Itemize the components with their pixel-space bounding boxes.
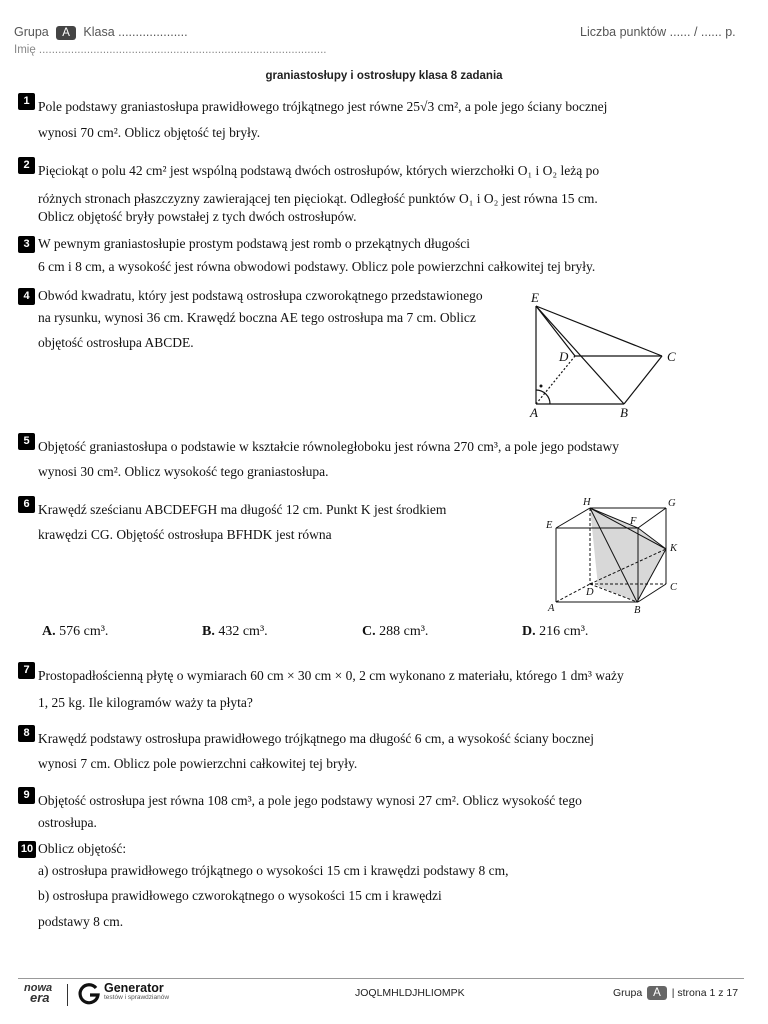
generator-g-icon	[77, 982, 101, 1006]
points-label: Liczba punktów ...... / ...... p.	[580, 25, 736, 39]
document-code: JOQLMHLDJHLIOMPK	[355, 987, 465, 999]
task-number: 3	[18, 236, 35, 253]
task-number: 10	[18, 841, 36, 858]
answer-d[interactable]	[522, 624, 588, 640]
task-text: b) ostrosłupa prawidłowego czworokątnego o wysokości 15 cm i krawędzi	[38, 888, 442, 903]
label-B: B	[634, 605, 641, 616]
grupa-label: Grupa	[14, 25, 49, 39]
task-text: 1, 25 kg. Ile kilogramów waży ta płyta?	[38, 695, 253, 710]
label-E: E	[531, 290, 539, 305]
answer-text: 216 cm³.	[539, 624, 589, 639]
generator-title: Generator	[104, 981, 164, 995]
answer-letter: B.	[202, 624, 215, 639]
answer-letter: C.	[362, 624, 376, 639]
task-text: W pewnym graniastosłupie prostym podstawą jest romb o przekątnych długości	[38, 236, 471, 251]
footer-grupa-badge: A	[647, 986, 667, 1000]
nowa-era-logo	[24, 983, 52, 1003]
label-B: B	[620, 405, 628, 420]
task-text: różnych stronach płaszczyzny zawierającej ten pięciokąt. Odległość punktów O₁ i O₂ jest równa 15 cm.	[38, 191, 598, 206]
task-number: 7	[18, 662, 35, 679]
generator-subtitle: testów i sprawdzianów	[104, 993, 170, 1001]
task-number: 5	[18, 433, 35, 450]
answer-letter: D.	[522, 624, 536, 639]
answer-text: 288 cm³.	[379, 624, 429, 639]
task-number: 4	[18, 288, 35, 305]
task-text: Pole podstawy graniastosłupa prawidłowego trójkątnego jest równe 25√3 cm², a pole jego ściany bocznej	[38, 99, 608, 114]
task-number: 8	[18, 725, 35, 742]
klasa-label: Klasa ....................	[83, 25, 188, 39]
footer-grupa-label: Grupa	[613, 987, 643, 999]
label-C: C	[667, 349, 676, 364]
answer-text: 576 cm³.	[59, 624, 109, 639]
label-A: A	[548, 603, 555, 614]
label-H: H	[583, 497, 591, 508]
answer-c[interactable]	[362, 624, 428, 640]
task-text: wynosi 70 cm². Oblicz objętość tej bryły.	[38, 125, 261, 140]
cube-figure	[540, 494, 690, 618]
task-number: 9	[18, 787, 35, 804]
task-text: Obwód kwadratu, który jest podstawą ostrosłupa czworokątnego przedstawionego	[38, 288, 483, 303]
task-text: Krawędź sześcianu ABCDEFGH ma długość 12 cm. Punkt K jest środkiem	[38, 502, 447, 517]
generator-logo	[104, 982, 169, 1001]
footer-page-info	[613, 986, 738, 1000]
label-C: C	[670, 582, 678, 593]
grupa-badge: A	[56, 26, 76, 40]
answer-text: 432 cm³.	[218, 624, 268, 639]
header-grupa	[14, 25, 188, 40]
task-text: na rysunku, wynosi 36 cm. Krawędź boczna AE tego ostrosłupa ma 7 cm. Oblicz	[38, 310, 476, 325]
task-number: 6	[18, 496, 35, 513]
logo-era: era	[30, 990, 50, 1005]
logo-nowa: nowa	[24, 982, 53, 994]
task-text: 6 cm i 8 cm, a wysokość jest równa obwodowi podstawy. Oblicz pole powierzchni całkowitej tej bryły.	[38, 259, 596, 274]
task-text: Pięciokąt o polu 42 cm² jest wspólną podstawą dwóch ostrosłupów, których wierzchołki O₁ i O₂ leżą po	[38, 163, 600, 178]
label-E: E	[546, 520, 553, 531]
logo-separator	[67, 984, 68, 1006]
task-text: Objętość ostrosłupa jest równa 108 cm³, a pole jego podstawy wynosi 27 cm². Oblicz wysokość tego	[38, 793, 582, 808]
task-number: 2	[18, 157, 35, 174]
footer-divider	[18, 978, 744, 979]
label-K: K	[670, 543, 678, 554]
task-text: podstawy 8 cm.	[38, 914, 124, 929]
pyramid-figure	[520, 288, 685, 423]
task-text: a) ostrosłupa prawidłowego trójkątnego o wysokości 15 cm i krawędzi podstawy 8 cm,	[38, 863, 509, 878]
label-D: D	[586, 587, 594, 598]
task-text: Krawędź podstawy ostrosłupa prawidłowego trójkątnego ma długość 6 cm, a wysokość ściany bocznej	[38, 731, 594, 746]
label-G: G	[668, 498, 676, 509]
page-title: graniastosłupy i ostrosłupy klasa 8 zadania	[265, 70, 503, 82]
imie-label: Imię ..........................................................................................	[14, 44, 327, 56]
answer-a[interactable]	[42, 624, 108, 640]
task-number: 1	[18, 93, 35, 110]
task-text: Objętość graniastosłupa o podstawie w kształcie równoległoboku jest równa 270 cm³, a pole jego podstawy	[38, 439, 620, 454]
task-text: Oblicz objętość:	[38, 841, 127, 856]
task-text: ostrosłupa.	[38, 815, 97, 830]
task-text: wynosi 7 cm. Oblicz pole powierzchni całkowitej tej bryły.	[38, 756, 358, 771]
label-A: A	[530, 405, 538, 420]
task-text: wynosi 30 cm². Oblicz wysokość tego graniastosłupa.	[38, 464, 329, 479]
label-D: D	[559, 349, 569, 364]
answer-b[interactable]	[202, 624, 268, 640]
task-text: krawędzi CG. Objętość ostrosłupa BFHDK jest równa	[38, 527, 332, 542]
task-text: objętość ostrosłupa ABCDE.	[38, 335, 194, 350]
task-text: Oblicz objętość bryły powstałej z tych dwóch ostrosłupów.	[38, 209, 357, 224]
answer-letter: A.	[42, 624, 56, 639]
page-counter: | strona 1 z 17	[671, 987, 739, 999]
label-F: F	[630, 516, 637, 527]
task-text: Prostopadłościenną płytę o wymiarach 60 cm × 30 cm × 0, 2 cm wykonano z materiału, którego 1 dm³ waży	[38, 668, 624, 683]
